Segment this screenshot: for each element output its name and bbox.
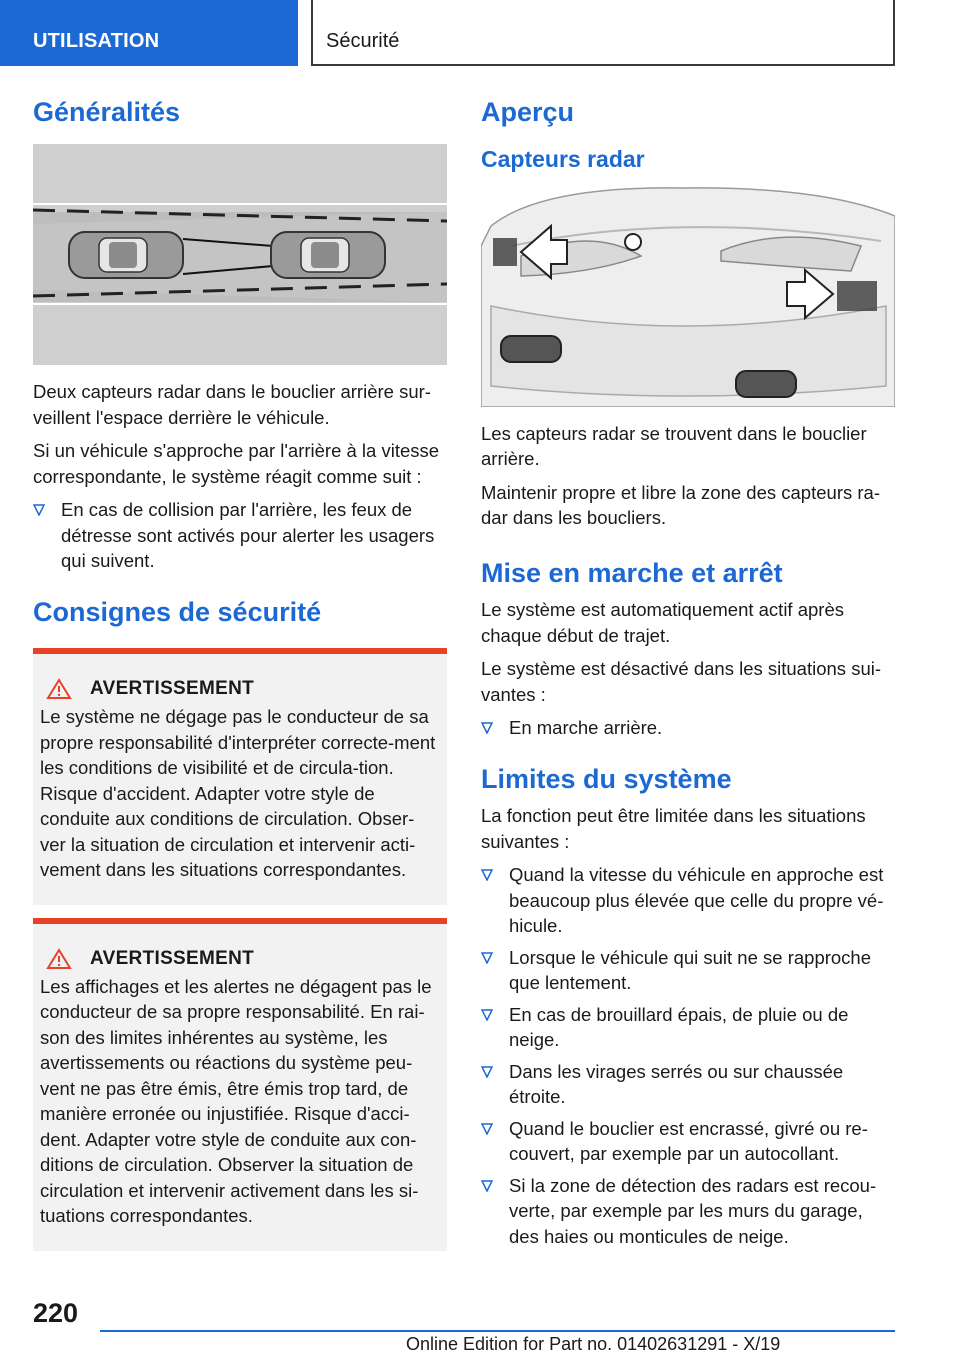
triangle-bullet-icon (481, 722, 493, 734)
warning-text: Le système ne dégage pas le conducteur de sa propre responsabilité d'interpréter correcte-ment les conditions de visibilité et de circula-tion. Risque d'accident. Adapter votre style de conduite aux conditions de circulation. Obser-ver la situation de circulation et intervenir acti-vement dans les situations correspondantes. (40, 706, 436, 881)
general-bullets (33, 497, 447, 574)
warning-box-2 (33, 918, 447, 1251)
triangle-bullet-icon (33, 504, 45, 516)
warning-title: AVERTISSEMENT (90, 678, 255, 700)
triangle-bullet-icon (481, 952, 493, 964)
para-onoff-2: Le système est désactivé dans les situations sui-vantes : (481, 658, 881, 705)
para-radar-2: Maintenir propre et libre la zone des capteurs ra-dar dans les boucliers. (481, 481, 880, 529)
page-title: Sécurité (311, 0, 895, 66)
footer-edition[interactable]: Online Edition for Part no. 01402631291 - X/19 (406, 1334, 781, 1354)
car-rear-illustration (481, 186, 895, 407)
onoff-bullets (481, 715, 895, 741)
road-illustration (33, 144, 447, 365)
heading-generalites: Généralités (33, 97, 181, 127)
list-item: Quand la vitesse du véhicule en approche est beaucoup plus élevée que celle du propre vé-hicule. (481, 862, 895, 939)
para-limits: La fonction peut être limitée dans les situations suivantes : (481, 805, 866, 852)
heading-onoff: Mise en marche et arrêt (481, 557, 783, 588)
list-item: Quand le bouclier est encrassé, givré ou re-couvert, par exemple par un autocollant. (481, 1116, 895, 1167)
triangle-bullet-icon (481, 1009, 493, 1021)
limits-bullets (481, 862, 895, 1249)
warning-text: Les affichages et les alertes ne dégagent pas le conducteur de sa propre responsabilité. En rai-son des limites inhérentes au système, les avertissements ou réactions du système peu-vent ne pas être émis, être émis trop tard, de manière erronée ou injustifiée. Risque d'acci-dent. Adapter votre style de conduite aux con-ditions de circulation. Observer la situation de circulation et intervenir activement dans les si-tuations correspondantes. (40, 975, 432, 1227)
heading-limits: Limites du système (481, 763, 732, 794)
right-column (481, 96, 895, 1257)
triangle-bullet-icon (481, 1066, 493, 1078)
page-header (0, 0, 960, 66)
triangle-bullet-icon (481, 1180, 493, 1192)
front-car (271, 232, 385, 278)
list-item: Lorsque le véhicule qui suit ne se rapproche que lentement. (481, 945, 895, 996)
warning-triangle-icon (46, 678, 72, 700)
list-item: En cas de collision par l'arrière, les feux de détresse sont activés pour alerter les usagers qui suivent. (33, 497, 447, 574)
subheading-radar: Capteurs radar (481, 146, 645, 173)
para-general-2: Si un véhicule s'approche par l'arrière à la vitesse correspondante, le système réagit comme suit : (33, 440, 440, 487)
list-item: Si la zone de détection des radars est recou-verte, par exemple par les murs du garage, des haies ou monticules de neige. (481, 1173, 895, 1250)
warning-title: AVERTISSEMENT (90, 947, 255, 969)
heading-safety: Consignes de sécurité (33, 596, 322, 627)
footer-divider (100, 1330, 895, 1332)
list-item: En marche arrière. (481, 715, 895, 741)
list-item: Dans les virages serrés ou sur chaussée étroite. (481, 1059, 895, 1110)
triangle-bullet-icon (481, 869, 493, 881)
section-tab[interactable]: UTILISATION (0, 0, 298, 66)
para-onoff-1: Le système est automatiquement actif après chaque début de trajet. (481, 599, 844, 646)
para-radar-1: Les capteurs radar se trouvent dans le bouclier arrière. (481, 422, 867, 470)
para-general-1: Deux capteurs radar dans le bouclier arrière sur-veillent l'espace derrière le véhicule. (33, 381, 431, 428)
heading-apercu: Aperçu (481, 97, 575, 127)
list-item: En cas de brouillard épais, de pluie ou de neige. (481, 1002, 895, 1053)
warning-triangle-icon (46, 948, 72, 970)
triangle-bullet-icon (481, 1123, 493, 1135)
warning-box-1 (33, 648, 447, 905)
page-number: 220 (33, 1298, 79, 1328)
left-column (33, 96, 447, 1264)
rear-car (69, 232, 183, 278)
